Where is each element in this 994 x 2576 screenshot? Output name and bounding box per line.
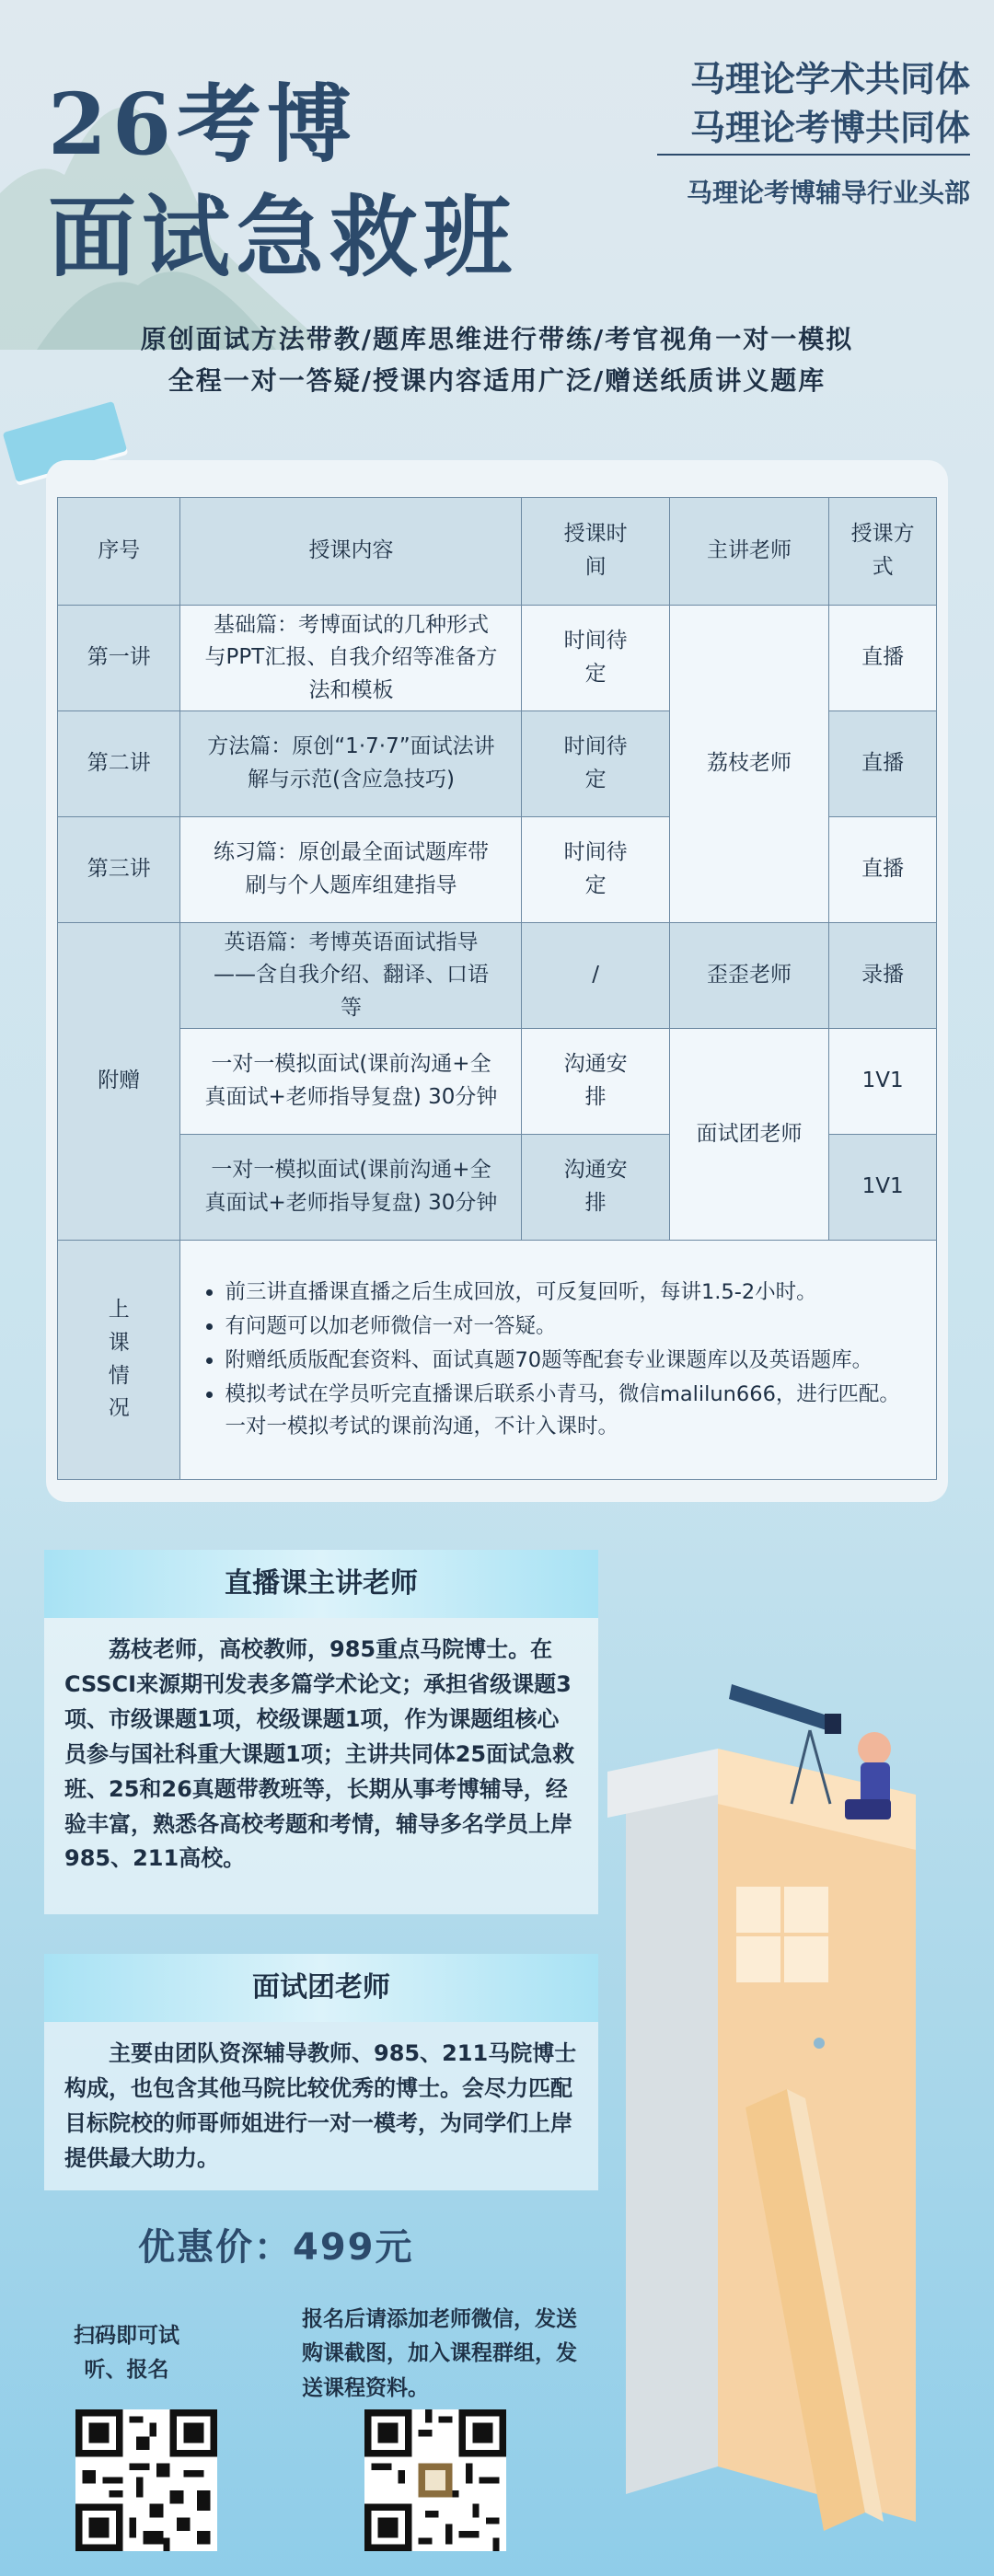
row-content: 练习篇：原创最全面试题库带刷与个人题库组建指导 [180,817,522,923]
header-time: 授课时间 [522,498,669,606]
header-no: 序号 [58,498,180,606]
header-mode: 授课方式 [829,498,937,606]
notes-row [58,1241,937,1480]
price-label: 优惠价：499元 [138,2226,414,2269]
table-row [58,923,937,1029]
features-line-2: 全程一对一答疑/授课内容适用广泛/赠送纸质讲义题库 [168,365,826,396]
row-no: 第三讲 [58,817,180,923]
row-time: 时间待定 [522,606,669,711]
book-telescope-illustration [589,1500,994,2576]
row-no: 第二讲 [58,711,180,817]
row-mode: 录播 [829,923,937,1029]
row-time: 沟通安排 [522,1135,669,1241]
row-content: 基础篇：考博面试的几种形式与PPT汇报、自我介绍等准备方法和模板 [180,606,522,711]
live-teacher-heading: 直播课主讲老师 [44,1550,598,1618]
row-mode: 1V1 [829,1135,937,1241]
note-item: • 模拟考试在学员听完直播课后联系小青马，微信malilun666，进行匹配。一对一模拟考试的课前沟通，不计入课时。 [225,1379,918,1443]
row-time: 时间待定 [522,817,669,923]
features-line-1: 原创面试方法带教/题库思维进行带练/考官视角一对一模拟 [140,324,854,354]
row-teacher: 歪歪老师 [669,923,828,1029]
after-signup-instructions: 报名后请添加老师微信，发送购课截图，加入课程群组，发送课程资料。 [302,2307,577,2400]
brand-divider [657,154,970,156]
bonus-label: 附赠 [58,923,180,1241]
qr-code-teacher-wechat[interactable] [364,2409,506,2551]
panel-teacher-heading: 面试团老师 [44,1954,598,2022]
panel-teacher-cell: 面试团老师 [669,1029,828,1241]
class-info-notes [180,1241,937,1480]
scan-instructions: 扫码即可试听、报名 [74,2324,179,2382]
note-item: • 附赠纸质版配套资料、面试真题70题等配套专业课题库以及英语题库。 [225,1345,918,1377]
row-content: 方法篇：原创“1·7·7”面试法讲解与示范(含应急技巧) [180,711,522,817]
row-mode: 直播 [829,606,937,711]
row-time: / [522,923,669,1029]
live-teacher-bio: 荔枝老师，高校教师，985重点马院博士。在CSSCI来源期刊发表多篇学术论文；承担省级课题3项、市级课题1项，校级课题1项，作为课题组核心员参与国社科重大课题1项；主讲共同体25面试急救班、25和26真题带教班等，长期从事考博辅导，经验丰富，熟悉各高校考题和考情，辅导多名学员上岸985、211高校。 [44,1618,598,1914]
row-mode: 直播 [829,817,937,923]
panel-teacher-bio: 主要由团队资深辅导教师、985、211马院博士构成，也包含其他马院比较优秀的博士。会尽力匹配目标院校的师哥师姐进行一对一模考，为同学们上岸提供最大助力。 [44,2022,598,2190]
row-time: 时间待定 [522,711,669,817]
row-content: 英语篇：考博英语面试指导——含自我介绍、翻译、口语等 [180,923,522,1029]
row-mode: 直播 [829,711,937,817]
page-title-line2: 面试急救班 [48,185,517,289]
header-teacher: 主讲老师 [669,498,828,606]
page-title-line1: 26考博 [48,75,358,174]
schedule-table [57,497,937,1480]
brand-line-2: 马理论考博共同体 [689,107,970,148]
row-content: 一对一模拟面试(课前沟通+全真面试+老师指导复盘) 30分钟 [180,1135,522,1241]
row-mode: 1V1 [829,1029,937,1135]
table-row [58,1029,937,1135]
note-item: • 前三讲直播课直播之后生成回放，可反复回听，每讲1.5-2小时。 [225,1276,918,1309]
brand-line-3: 马理论考博辅导行业头部 [686,178,970,208]
table-header-row [58,498,937,606]
header-content: 授课内容 [180,498,522,606]
brand-line-1: 马理论学术共同体 [689,58,970,99]
class-info-label: 上课情况 [58,1241,180,1480]
main-teacher-cell: 荔枝老师 [669,606,828,923]
qr-code-trial[interactable] [75,2409,217,2551]
note-item: • 有问题可以加老师微信一对一答疑。 [225,1311,918,1343]
row-time: 沟通安排 [522,1029,669,1135]
table-row [58,606,937,711]
row-no: 第一讲 [58,606,180,711]
row-content: 一对一模拟面试(课前沟通+全真面试+老师指导复盘) 30分钟 [180,1029,522,1135]
